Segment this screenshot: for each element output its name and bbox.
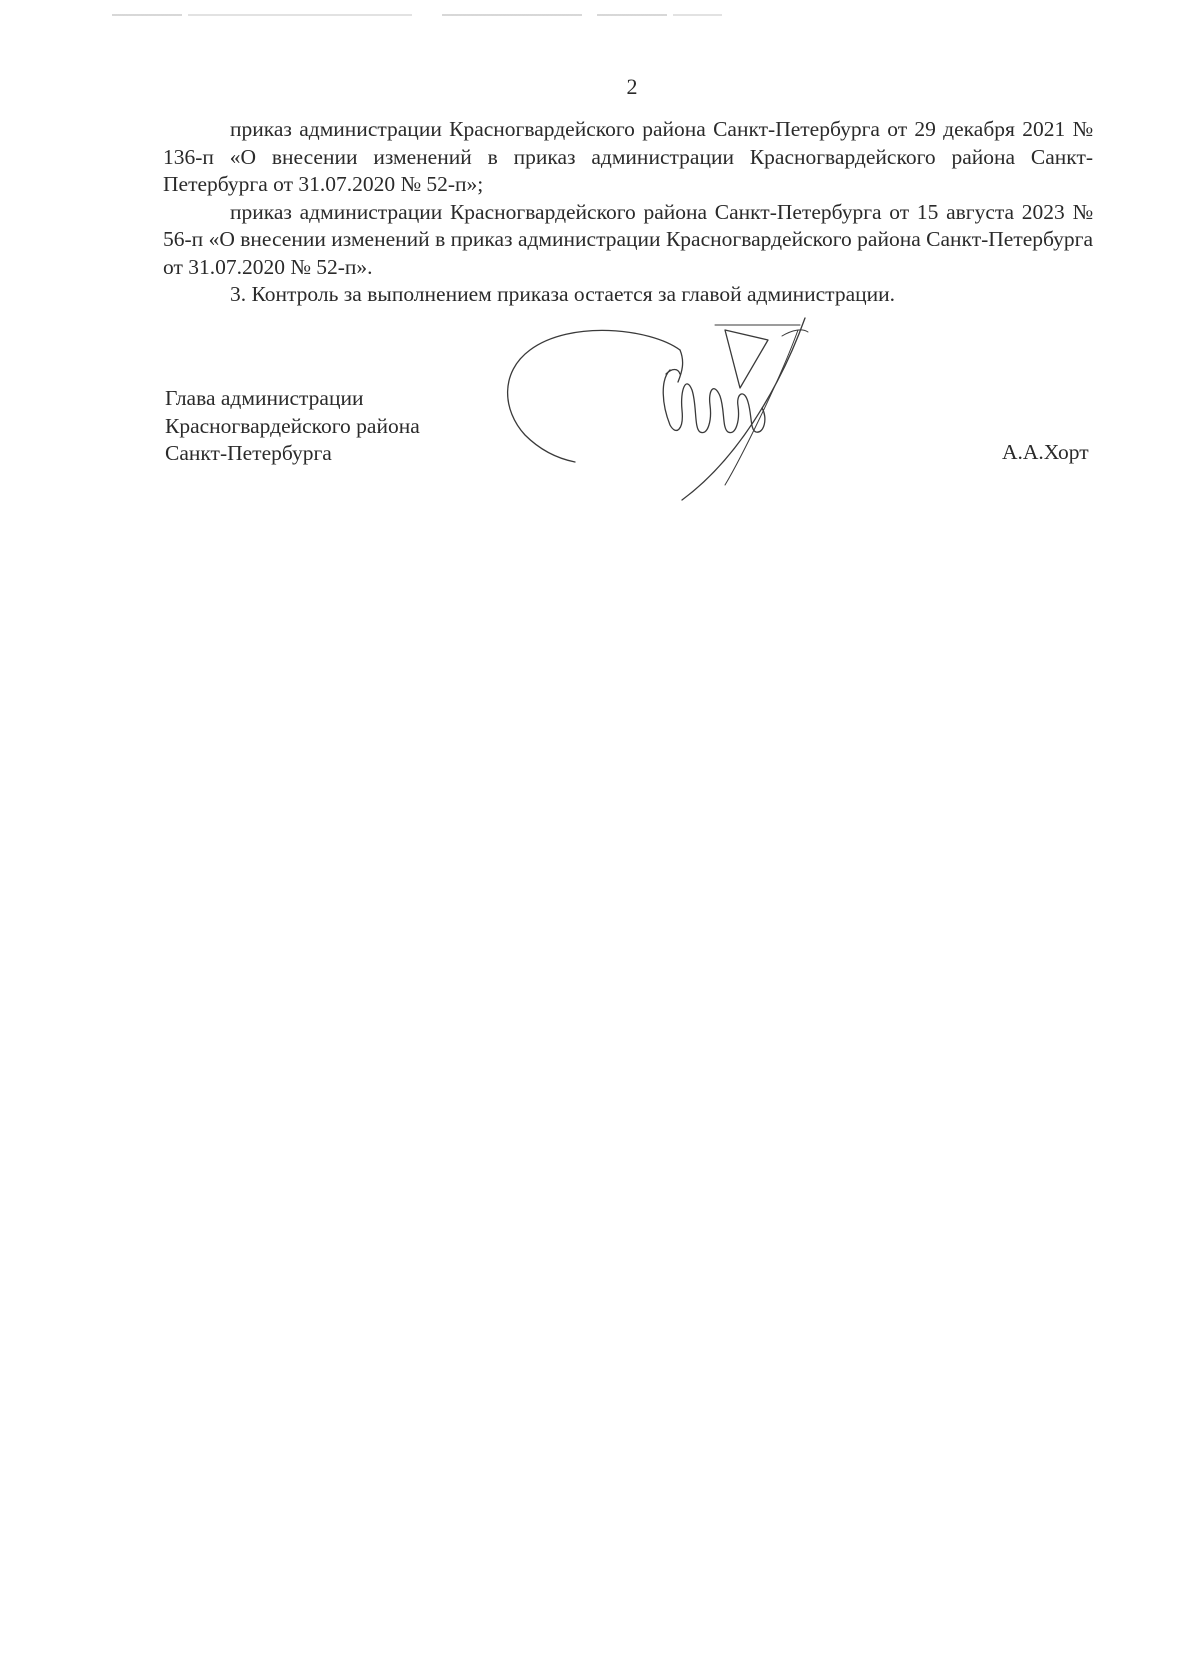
handwritten-signature bbox=[500, 310, 880, 530]
signatory-title-line: Санкт-Петербурга bbox=[165, 441, 332, 465]
signatory-title-line: Красногвардейского района bbox=[165, 413, 420, 438]
signatory-title-block bbox=[165, 385, 420, 468]
paragraph-order-2023: приказ администрации Красногвардейского района Санкт-Петербурга от 15 августа 2023 № 56-п «О внесении изменений в приказ администрации Красногвардейского района Санкт-Петербурга от 31.07.2020 № 52-п». bbox=[163, 199, 1093, 279]
paragraph-order-2021: приказ администрации Красногвардейского района Санкт-Петербурга от 29 декабря 2021 № 136-п «О внесении изменений в приказ администрации Красногвардейского района Санкт-Петербурга от 31.07.2020 № 52-п»; bbox=[163, 117, 1093, 196]
scan-artifact-line bbox=[112, 14, 722, 16]
paragraph-control-clause: 3. Контроль за выполнением приказа остается за главой администрации. bbox=[230, 282, 896, 306]
page-number: 2 bbox=[626, 74, 638, 99]
document-body bbox=[163, 116, 1093, 309]
signatory-name: А.А.Хорт bbox=[1002, 440, 1089, 464]
signatory-title-line: Глава администрации bbox=[165, 386, 364, 410]
